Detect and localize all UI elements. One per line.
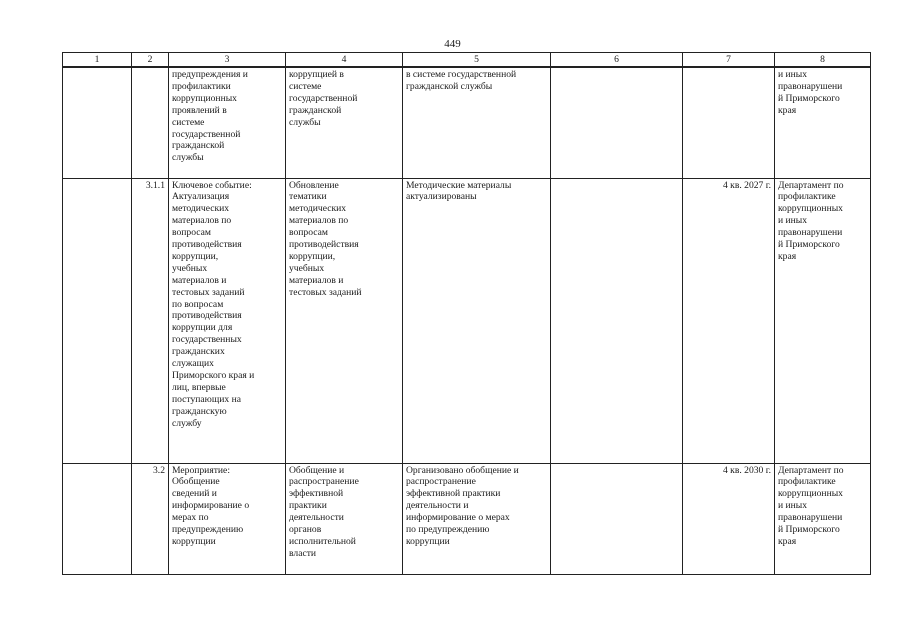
column-number-cell: 4 xyxy=(286,53,403,68)
row-number-cell xyxy=(63,463,132,574)
deadline-cell: 4 кв. 2027 г. xyxy=(683,178,775,463)
measure-name-cell: Ключевое событие: Актуализация методических материалов по вопросам противодействия коррупции, учебных материалов и тестовых заданий по вопросам противодействия коррупции для государственных гражданских служащих Приморского края и лиц, впервые поступающих на гражданскую службу xyxy=(169,178,286,463)
column-number-cell: 7 xyxy=(683,53,775,68)
column-numbers-row xyxy=(63,53,871,68)
task-cell: Обобщение и распространение эффективной практики деятельности органов исполнительной власти xyxy=(286,463,403,574)
row-number-cell xyxy=(63,67,132,178)
column-number-cell: 2 xyxy=(132,53,169,68)
item-code-cell xyxy=(132,67,169,178)
measures-table xyxy=(62,52,871,575)
responsible-cell: Департамент по профилактике коррупционных и иных правонарушени й Приморского края xyxy=(775,178,871,463)
column-number-cell: 8 xyxy=(775,53,871,68)
result-cell: Методические материалы актуализированы xyxy=(403,178,551,463)
deadline-cell: 4 кв. 2030 г. xyxy=(683,463,775,574)
deadline-cell xyxy=(683,67,775,178)
empty-cell xyxy=(551,463,683,574)
responsible-cell: Департамент по профилактике коррупционных и иных правонарушени й Приморского края xyxy=(775,463,871,574)
item-code-cell: 3.2 xyxy=(132,463,169,574)
item-code-cell: 3.1.1 xyxy=(132,178,169,463)
table-row xyxy=(63,463,871,574)
task-cell: Обновление тематики методических материалов по вопросам противодействия коррупции, учебных материалов и тестовых заданий xyxy=(286,178,403,463)
empty-cell xyxy=(551,178,683,463)
empty-cell xyxy=(551,67,683,178)
column-number-cell: 6 xyxy=(551,53,683,68)
result-cell: Организовано обобщение и распространение эффективной практики деятельности и информирование о мерах по предупреждению коррупции xyxy=(403,463,551,574)
measure-name-cell: предупреждения и профилактики коррупционных проявлений в системе государственной гражданской службы xyxy=(169,67,286,178)
responsible-cell: и иных правонарушени й Приморского края xyxy=(775,67,871,178)
row-number-cell xyxy=(63,178,132,463)
column-number-cell: 5 xyxy=(403,53,551,68)
column-number-cell: 3 xyxy=(169,53,286,68)
result-cell: в системе государственной гражданской службы xyxy=(403,67,551,178)
table-row xyxy=(63,67,871,178)
task-cell: коррупцией в системе государственной гражданской службы xyxy=(286,67,403,178)
table-row xyxy=(63,178,871,463)
column-number-cell: 1 xyxy=(63,53,132,68)
measure-name-cell: Мероприятие: Обобщение сведений и информирование о мерах по предупреждению коррупции xyxy=(169,463,286,574)
page-number: 449 xyxy=(444,38,461,50)
